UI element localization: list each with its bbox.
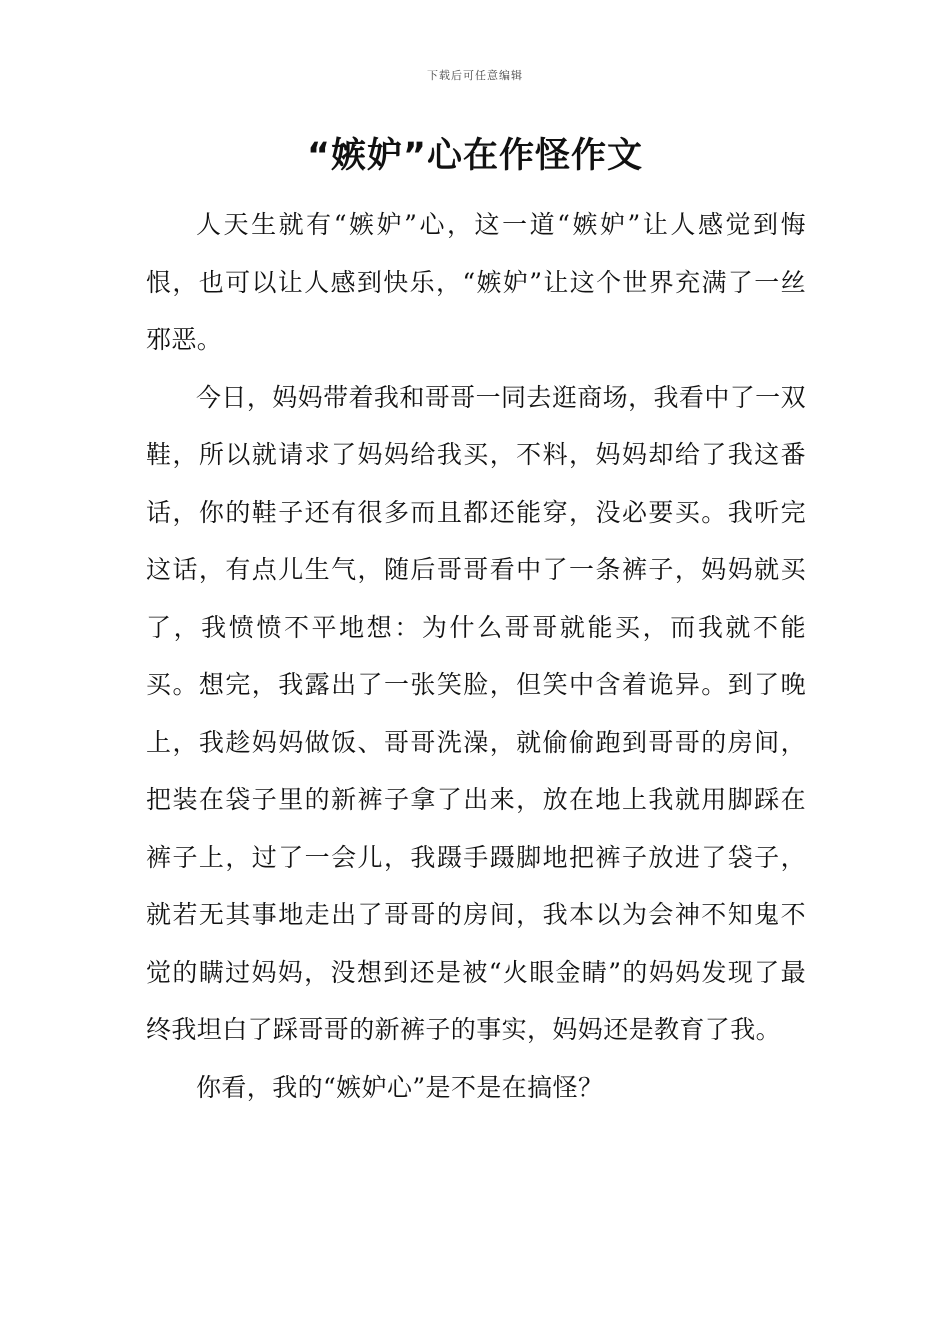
paragraph-story: 今日，妈妈带着我和哥哥一同去逛商场，我看中了一双鞋，所以就请求了妈妈给我买，不料，妈妈却给了我这番话，你的鞋子还有很多而且都还能穿，没必要买。我听完这话，有点儿生气，随后哥哥看中了一条裤子，妈妈就买了，我愤愤不平地想：为什么哥哥就能买，而我就不能买。想完，我露出了一张笑脸，但笑中含着诡异。到了晚上，我趁妈妈做饭、哥哥洗澡，就偷偷跑到哥哥的房间，把装在袋子里的新裤子拿了出来，放在地上我就用脚踩在裤子上，过了一会儿，我蹑手蹑脚地把裤子放进了袋子，就若无其事地走出了哥哥的房间，我本以为会神不知鬼不觉的瞒过妈妈，没想到还是被“火眼金睛”的妈妈发现了最终我坦白了踩哥哥的新裤子的事实，妈妈还是教育了我。: [146, 382, 806, 1044]
paragraph-intro: 人天生就有“嫉妒”心，这一道“嫉妒”让人感觉到悔恨，也可以让人感到快乐，“嫉妒”让这个世界充满了一丝邪恶。: [146, 210, 806, 354]
essay-body: [146, 196, 806, 1116]
header-note: 下载后可任意编辑: [427, 69, 523, 82]
document-title: “嫉妒”心在作怪作文: [306, 136, 643, 176]
paragraph-conclusion: 你看，我的“嫉妒心”是不是在搞怪？: [196, 1072, 604, 1102]
